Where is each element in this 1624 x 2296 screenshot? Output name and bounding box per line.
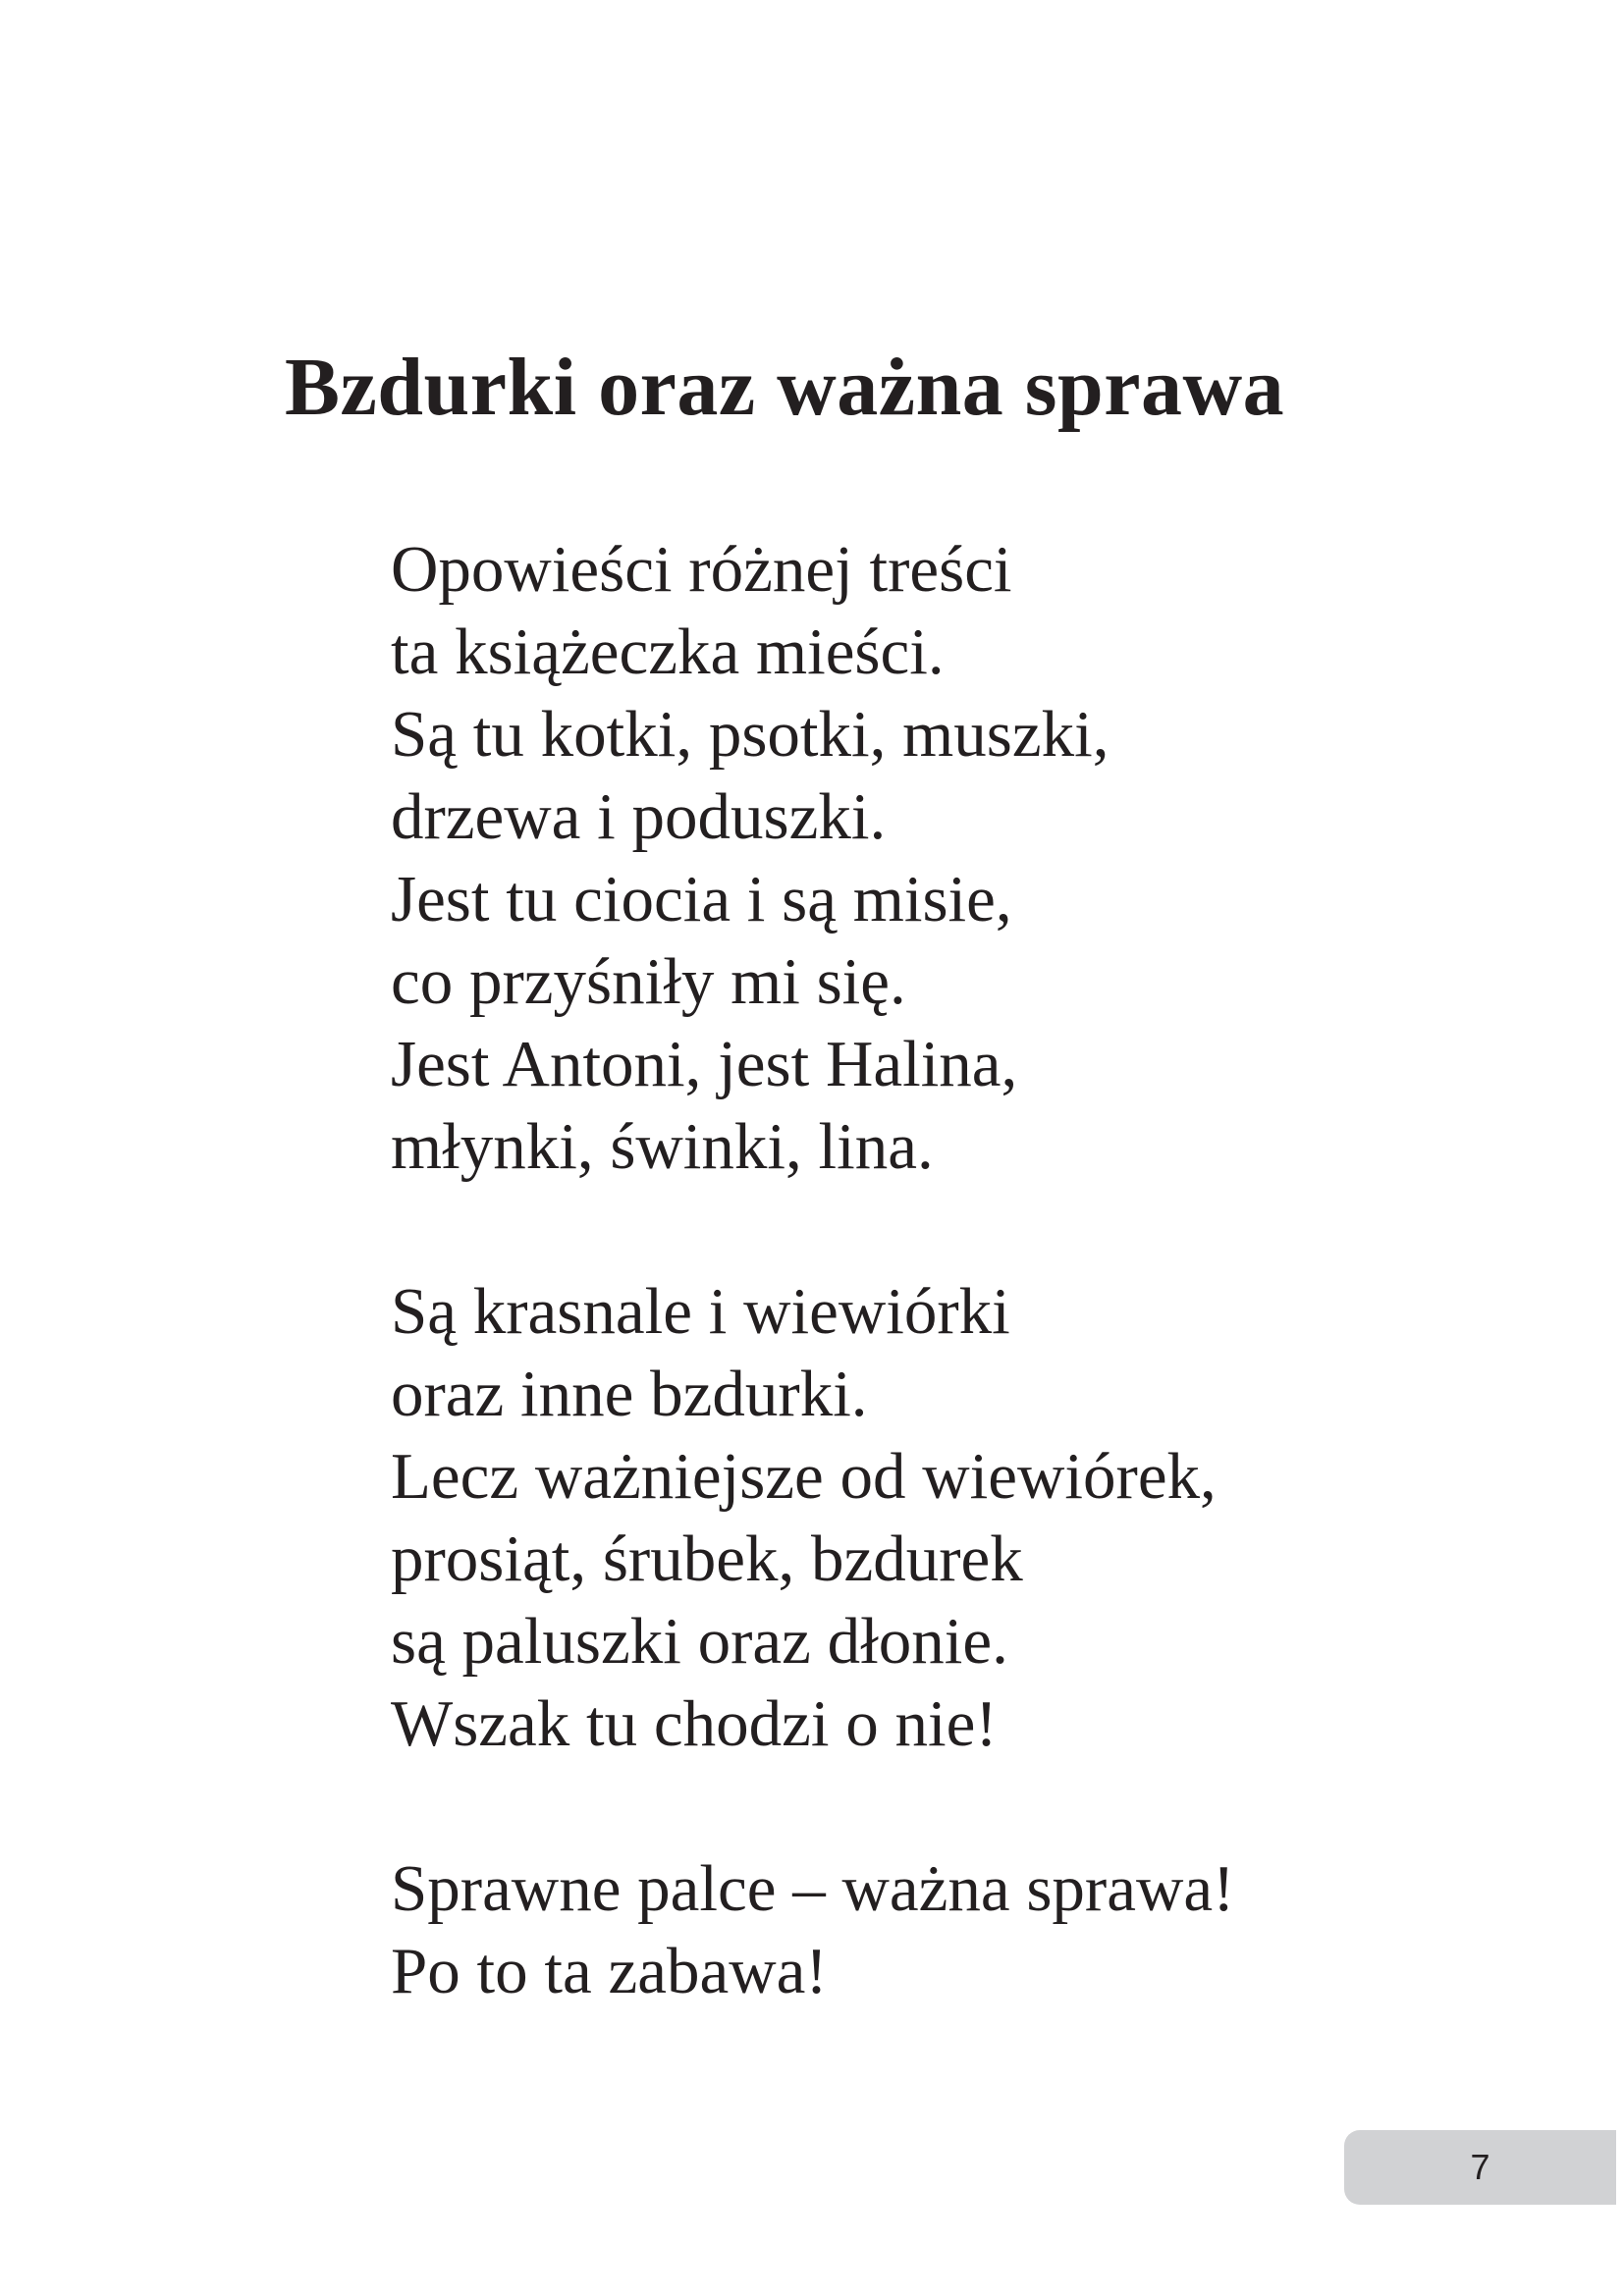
poem (391, 528, 1234, 2095)
page-title: Bzdurki oraz ważna sprawa (285, 342, 1285, 433)
stanza-3 (391, 1847, 1234, 2012)
poem-line: Są tu kotki, psotki, muszki, (391, 698, 1110, 771)
stanza-1 (391, 528, 1234, 1188)
poem-line: drzewa i poduszki. (391, 780, 887, 853)
poem-line: Są krasnale i wiewiórki (391, 1275, 1010, 1348)
poem-line: Po to ta zabawa! (391, 1935, 828, 2007)
poem-line: Wszak tu chodzi o nie! (391, 1687, 998, 1760)
page-number-tab (1344, 2130, 1616, 2205)
stanza-2 (391, 1270, 1234, 1765)
poem-line: Jest tu ciocia i są misie, (391, 863, 1012, 935)
page-number: 7 (1470, 2147, 1490, 2187)
poem-line: młynki, świnki, lina. (391, 1110, 934, 1183)
poem-line: Opowieści różnej treści (391, 533, 1012, 606)
poem-line: Jest Antoni, jest Halina, (391, 1028, 1018, 1100)
poem-line: Sprawne palce – ważna sprawa! (391, 1852, 1235, 1925)
poem-line: prosiąt, śrubek, bzdurek (391, 1522, 1023, 1595)
poem-line: co przyśniły mi się. (391, 945, 906, 1018)
poem-line: Lecz ważniejsze od wiewiórek, (391, 1440, 1217, 1513)
poem-line: oraz inne bzdurki. (391, 1358, 868, 1430)
poem-line: są paluszki oraz dłonie. (391, 1605, 1008, 1678)
poem-line: ta książeczka mieści. (391, 615, 945, 688)
